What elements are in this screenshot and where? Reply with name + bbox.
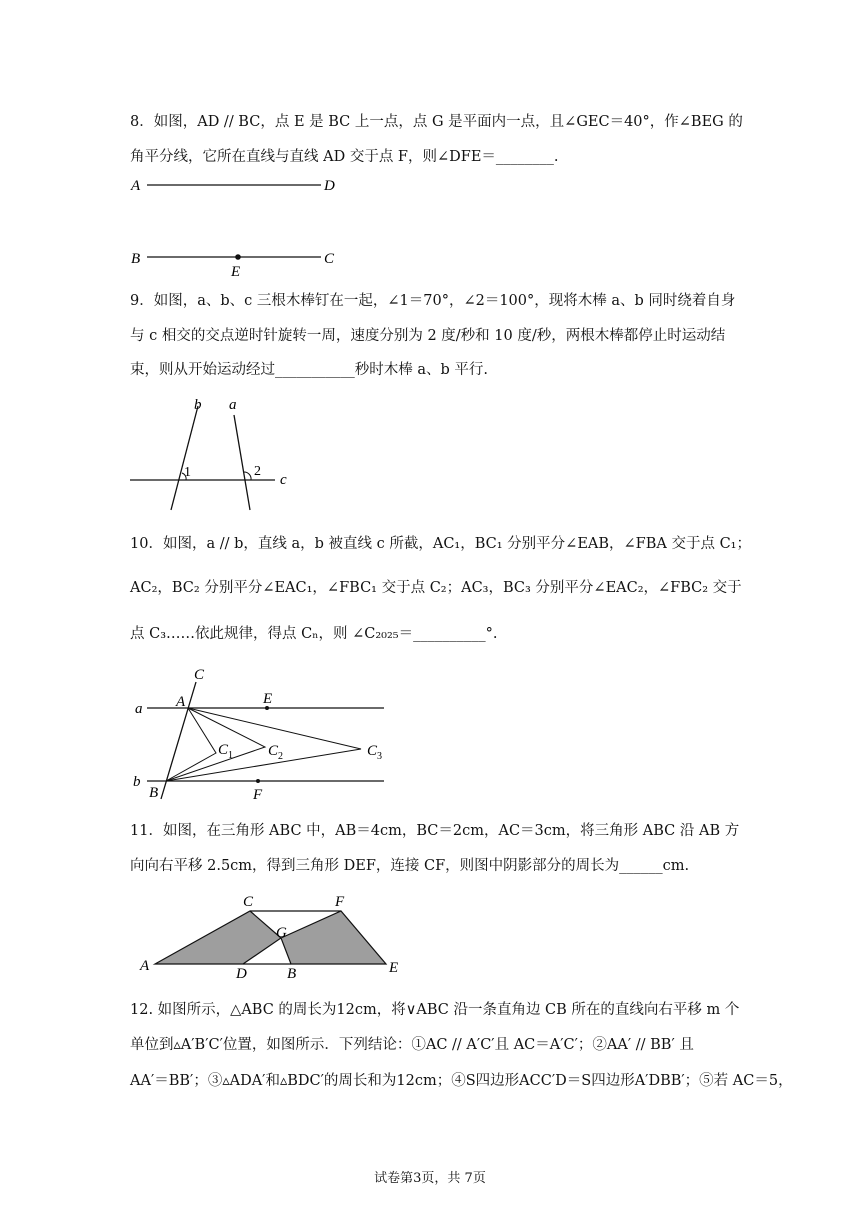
label-c3-sub: 3 [377,751,382,762]
label-b: B [131,251,141,267]
q12-line-1: 12. 如图所示，△ABC 的周长为12cm，将∨ABC 沿一条直角边 CB 所在的直线向右平移 m 个 [130,1002,740,1018]
shaded-right [281,911,386,964]
label-c: C [324,251,335,267]
q9-line-2: 与 c 相交的交点逆时针旋转一周，速度分别为 2 度/秒和 10 度/秒，两根木棒都停止时运动结 [130,328,726,344]
q10-line-1: 10．如图，a // b，直线 a，b 被直线 c 所截，AC₁，BC₁ 分别平分∠EAB，∠FBA 交于点 C₁； [130,536,751,552]
page-footer: 试卷第3页，共 7页 [374,1171,486,1186]
label-c: C [243,894,254,910]
label-line-b: b [133,774,141,790]
label-d: D [324,178,335,194]
q12-line-3: AA′＝BB′；③▵ADA′和▵BDC′的周长和为12cm；④S四边形ACC′D＝S四边形A′DBB′；⑤若 AC＝5， [130,1073,793,1089]
label-b-point: B [149,785,159,801]
label-e: E [263,691,273,707]
q12-line-2: 单位到▵A′B′C′位置，如图所示．下列结论：①AC // A′C′且 AC＝A′C′；②AA′ // BB′ 且 [130,1037,694,1053]
q9-line-1: 9．如图，a、b、c 三根木棒钉在一起，∠1＝70°，∠2＝100°，现将木棒 a、b 同时绕着自身 [130,293,736,309]
label-c: c [280,472,287,488]
q8-figure [125,172,355,282]
label-c2: C [268,743,279,759]
label-c1: C [218,742,229,758]
q11-line-2: 向向右平移 2.5cm，得到三角形 DEF，连接 CF，则图中阴影部分的周长为______cm. [130,858,690,874]
label-e: E [389,960,399,976]
label-a: a [229,397,237,413]
label-c1-sub: 1 [228,750,233,761]
q10-line-3: 点 C₃……依此规律，得点 Cₙ，则 ∠C₂₀₂₅＝__________°. [130,626,498,642]
line-b [171,406,198,510]
q8-line-1: 8．如图，AD // BC，点 E 是 BC 上一点，点 G 是平面内一点，且∠GEC＝40°，作∠BEG 的 [130,114,743,130]
label-e: E [231,264,241,280]
q11-figure [135,888,415,980]
label-line-a: a [135,701,143,717]
shaded-left [155,911,281,964]
label-c3: C [367,743,378,759]
label-g: G [276,925,287,941]
q9-figure [125,393,305,513]
q10-line-2: AC₂，BC₂ 分别平分∠EAC₁，∠FBC₁ 交于点 C₂；AC₃，BC₃ 分别平分∠EAC₂，∠FBC₂ 交于 [130,580,742,596]
label-b: b [194,397,202,413]
q11-line-1: 11．如图，在三角形 ABC 中，AB＝4cm，BC＝2cm，AC＝3cm，将三角形 ABC 沿 AB 方 [130,823,740,839]
label-a-point: A [176,694,186,710]
q8-line-2: 角平分线，它所在直线与直线 AD 交于点 F，则∠DFE＝________. [130,149,559,165]
q9-line-3: 束，则从开始运动经过___________秒时木棒 a、b 平行. [130,362,489,378]
label-angle-1: 1 [184,465,191,480]
path-c1 [166,708,216,781]
point-f [256,779,260,783]
label-f: F [253,787,263,802]
label-b: B [287,966,297,980]
path-c2 [166,708,265,781]
label-c2-sub: 2 [278,751,283,762]
point-e [235,254,241,260]
label-c: C [194,667,205,683]
q10-figure [125,660,395,802]
label-a: A [131,178,141,194]
line-a [234,415,250,510]
label-angle-2: 2 [254,464,261,479]
label-a: A [140,958,150,974]
label-f: F [335,894,345,910]
label-d: D [236,966,247,980]
